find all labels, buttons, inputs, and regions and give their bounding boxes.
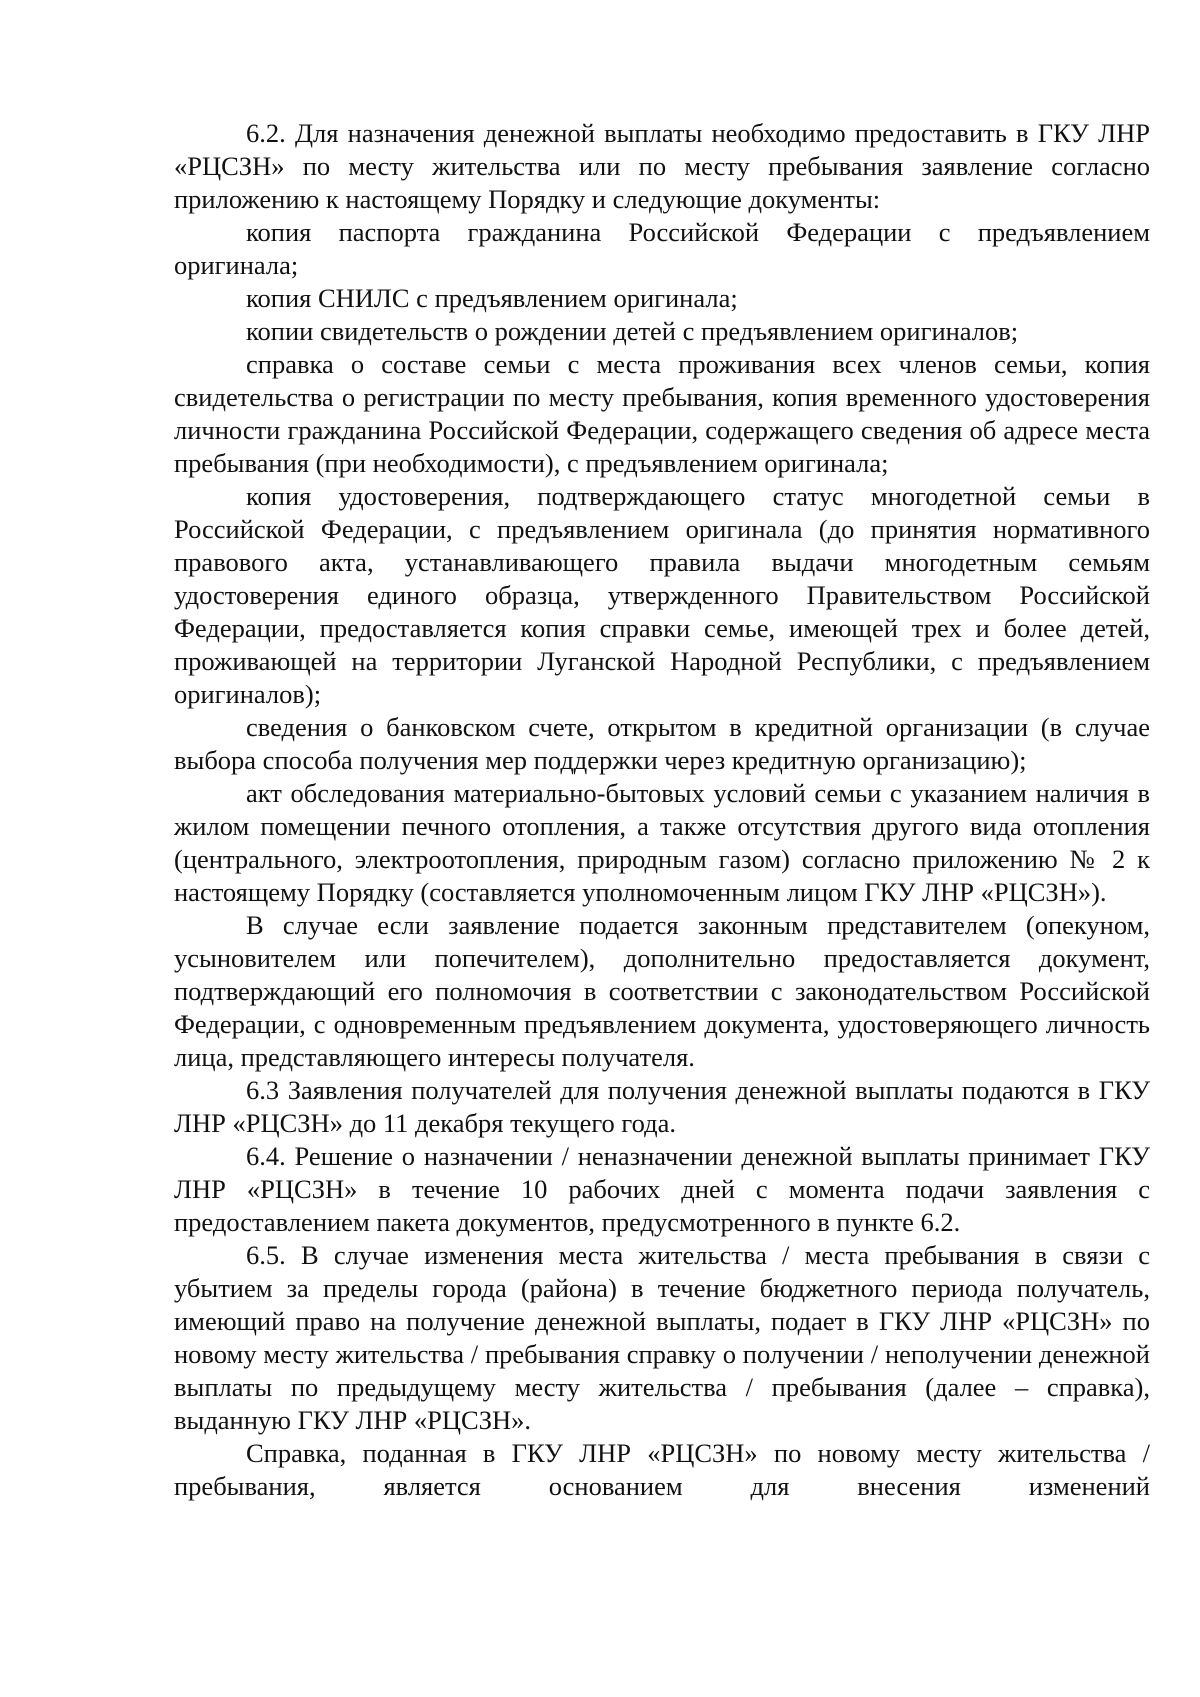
- paragraph-legal-representative: В случае если заявление подается законным представителем (опекуном, усыновителем или попечителем), дополнительно предоставляется документ, подтверждающий его полномочия в соответствии с законодательством Российской Федерации, с одновременным предъявлением документа, удостоверяющего личность лица, представляющего интересы получателя.: [174, 910, 1150, 1072]
- paragraph-family-composition: справка о составе семьи с места проживания всех членов семьи, копия свидетельства о регистрации по месту пребывания, копия временного удостоверения личности гражданина Российской Федерации, содержащего сведения об адресе места пребывания (при необходимости), с предъявлением оригинала;: [174, 349, 1150, 478]
- paragraph-inspection-act: акт обследования материально-бытовых условий семьи с указанием наличия в жилом помещении печного отопления, а также отсутствия другого вида отопления (центрального, электроотопления, природным газом) согласно приложению № 2 к настоящему Порядку (составляется уполномоченным лицом ГКУ ЛНР «РЦСЗН»).: [174, 778, 1150, 907]
- paragraph-snils-copy: копия СНИЛС с предъявлением оригинала;: [246, 283, 738, 313]
- document-page: [174, 117, 1150, 1503]
- paragraph-large-family-certificate: копия удостоверения, подтверждающего статус многодетной семьи в Российской Федерации, с предъявлением оригинала (до принятия нормативного правового акта, устанавливающего правила выдачи многодетным семьям удостоверения единого образца, утвержденного Правительством Российской Федерации, предоставляется копия справки семье, имеющей трех и более детей, проживающей на территории Луганской Народной Республики, с предъявлением оригиналов);: [174, 481, 1150, 709]
- paragraph-birth-certificates: копии свидетельств о рождении детей с предъявлением оригиналов;: [246, 316, 1019, 346]
- paragraph-6-4: 6.4. Решение о назначении / неназначении денежной выплаты принимает ГКУ ЛНР «РЦСЗН» в течение 10 рабочих дней с момента подачи заявления с предоставлением пакета документов, предусмотренного в пункте 6.2.: [174, 1141, 1150, 1237]
- paragraph-certificate-basis: Справка, поданная в ГКУ ЛНР «РЦСЗН» по новому месту жительства / пребывания, является основанием для внесения изменений: [174, 1438, 1150, 1501]
- paragraph-bank-account: сведения о банковском счете, открытом в кредитной организации (в случае выбора способа получения мер поддержки через кредитную организацию);: [174, 712, 1150, 775]
- paragraph-passport-copy: копия паспорта гражданина Российской Федерации с предъявлением оригинала;: [174, 217, 1150, 280]
- paragraph-6-5: 6.5. В случае изменения места жительства / места пребывания в связи с убытием за пределы города (района) в течение бюджетного периода получатель, имеющий право на получение денежной выплаты, подает в ГКУ ЛНР «РЦСЗН» по новому месту жительства / пребывания справку о получении / неполучении денежной выплаты по предыдущему месту жительства / пребывания (далее – справка), выданную ГКУ ЛНР «РЦСЗН».: [174, 1240, 1150, 1435]
- paragraph-6-2: 6.2. Для назначения денежной выплаты необходимо предоставить в ГКУ ЛНР «РЦСЗН» по месту жительства или по месту пребывания заявление согласно приложению к настоящему Порядку и следующие документы:: [174, 118, 1150, 214]
- paragraph-6-3: 6.3 Заявления получателей для получения денежной выплаты подаются в ГКУ ЛНР «РЦСЗН» до 11 декабря текущего года.: [174, 1075, 1150, 1138]
